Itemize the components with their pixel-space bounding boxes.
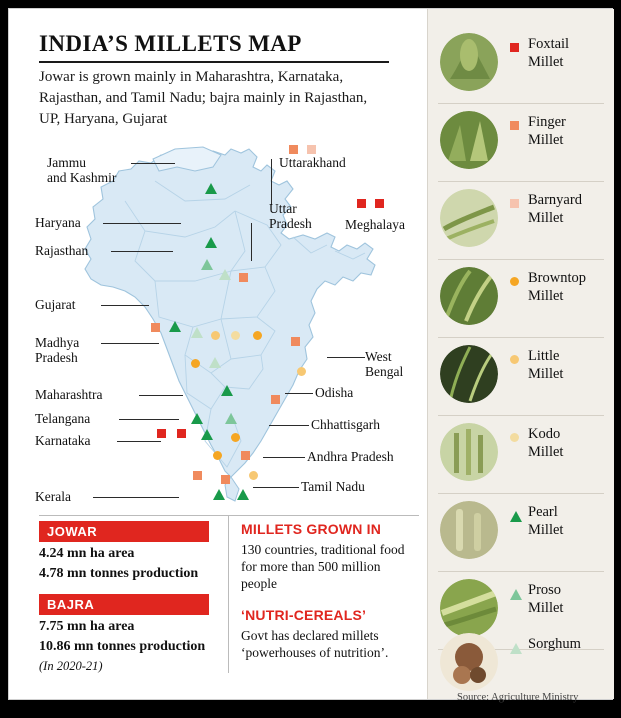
map-marker-pearl <box>191 413 203 424</box>
leader-tamilnadu <box>253 487 299 488</box>
leader-andhra <box>263 457 305 458</box>
map-label-meghalaya: Meghalaya <box>345 217 405 232</box>
bajra-heading: BAJRA <box>39 594 209 615</box>
leader-rajasthan <box>111 251 173 252</box>
map-marker-foxtail <box>177 429 186 438</box>
map-label-telangana: Telangana <box>35 411 91 426</box>
kodo-millet-photo <box>440 423 498 481</box>
map-marker-finger <box>271 395 280 404</box>
map-label-jammu-and-kashmir: Jammu and Kashmir <box>47 155 117 185</box>
map-marker-kodo <box>231 331 240 340</box>
leader-chhattisgarh <box>269 425 309 426</box>
browntop-millet-swatch <box>510 277 519 286</box>
finger-millet-swatch <box>510 121 519 130</box>
map-label-gujarat: Gujarat <box>35 297 76 312</box>
map-marker-browntop <box>253 331 262 340</box>
map-label-andhra-pradesh: Andhra Pradesh <box>307 449 394 464</box>
bajra-production-value: 10.86 mn tonnes production <box>39 639 206 654</box>
map-marker-finger <box>239 273 248 282</box>
map-marker-finger <box>221 475 230 484</box>
leader-gujarat <box>101 305 149 306</box>
jowar-area <box>39 546 134 562</box>
map-marker-pearl <box>201 429 213 440</box>
map-marker-sorghum <box>219 269 231 280</box>
legend-item-kodo-millet[interactable] <box>428 417 614 489</box>
map-marker-browntop <box>213 451 222 460</box>
legend-item-finger-millet[interactable] <box>428 105 614 177</box>
nutri-cereals-heading: ‘NUTRI-CEREALS’ <box>241 607 367 623</box>
bajra-area-value: 7.75 mn ha area <box>39 619 135 634</box>
sorghum-swatch <box>510 643 522 654</box>
pearl-millet-swatch <box>510 511 522 522</box>
little-millet-photo <box>440 345 498 403</box>
map-label-chhattisgarh: Chhattisgarh <box>311 417 380 432</box>
map-label-uttarakhand: Uttarakhand <box>279 155 346 170</box>
pearl-millet-label: Pearl Millet <box>528 504 564 538</box>
barnyard-millet-label: Barnyard Millet <box>528 192 582 226</box>
nutri-cereals-text: Govt has declared millets ‘powerhouses of nutrition’. <box>241 628 389 660</box>
map-marker-sorghum <box>191 327 203 338</box>
little-millet-swatch <box>510 355 519 364</box>
legend-item-pearl-millet[interactable] <box>428 495 614 567</box>
legend-item-barnyard-millet[interactable] <box>428 183 614 255</box>
foxtail-millet-swatch <box>510 43 519 52</box>
map-marker-foxtail <box>357 199 366 208</box>
map-marker-pearl <box>169 321 181 332</box>
map-marker-sorghum <box>209 357 221 368</box>
leader-haryana <box>103 223 181 224</box>
map-marker-foxtail <box>157 429 166 438</box>
legend-separator <box>438 259 604 260</box>
finger-millet-photo <box>440 111 498 169</box>
map-marker-proso <box>201 259 213 270</box>
leader-mp <box>101 343 159 344</box>
map-marker-finger <box>151 323 160 332</box>
map-marker-finger <box>241 451 250 460</box>
leader-maharashtra <box>139 395 183 396</box>
map-marker-foxtail <box>375 199 384 208</box>
bottom-divider <box>39 515 419 516</box>
kodo-millet-label: Kodo Millet <box>528 426 564 460</box>
india-map <box>35 141 425 513</box>
map-label-maharashtra: Maharashtra <box>35 387 103 402</box>
jowar-area-value: 4.24 mn ha area <box>39 546 135 561</box>
map-marker-barnyard <box>307 145 316 154</box>
barnyard-millet-photo <box>440 189 498 247</box>
map-label-uttar-pradesh: Uttar Pradesh <box>269 201 312 231</box>
map-label-odisha: Odisha <box>315 385 354 400</box>
map-label-rajasthan: Rajasthan <box>35 243 89 258</box>
map-marker-browntop <box>191 359 200 368</box>
map-marker-pearl <box>221 385 233 396</box>
bottom-vertical-divider <box>228 515 229 673</box>
map-marker-little <box>297 367 306 376</box>
leader-kerala <box>93 497 179 498</box>
map-label-karnataka: Karnataka <box>35 433 91 448</box>
foxtail-millet-label: Foxtail Millet <box>528 36 570 70</box>
map-marker-little <box>211 331 220 340</box>
map-marker-pearl <box>205 183 217 194</box>
leader-jammu <box>131 163 175 164</box>
map-marker-finger <box>193 471 202 480</box>
legend-item-little-millet[interactable] <box>428 339 614 411</box>
legend-item-browntop-millet[interactable] <box>428 261 614 333</box>
legend-item-foxtail-millet[interactable] <box>428 27 614 99</box>
browntop-millet-photo <box>440 267 498 325</box>
infographic-card <box>8 8 613 703</box>
map-panel <box>9 9 427 699</box>
legend-item-sorghum[interactable] <box>428 627 614 699</box>
leader-telangana <box>119 419 179 420</box>
map-marker-pearl <box>213 489 225 500</box>
jowar-heading: JOWAR <box>39 521 209 542</box>
legend-separator <box>438 103 604 104</box>
map-label-haryana: Haryana <box>35 215 81 230</box>
sorghum-photo <box>440 633 498 691</box>
legend-separator <box>438 571 604 572</box>
legend-separator <box>438 493 604 494</box>
map-label-west-bengal: West Bengal <box>365 349 404 379</box>
pearl-millet-photo <box>440 501 498 559</box>
legend-panel <box>427 9 614 699</box>
leader-karnataka <box>117 441 161 442</box>
legend-separator <box>438 337 604 338</box>
map-marker-pearl <box>205 237 217 248</box>
map-marker-proso <box>225 413 237 424</box>
source-note: Source: Agriculture Ministry <box>457 692 579 703</box>
little-millet-label: Little Millet <box>528 348 564 382</box>
map-label-madhya-pradesh: Madhya Pradesh <box>35 335 80 365</box>
map-marker-finger <box>291 337 300 346</box>
leader-up <box>251 223 252 261</box>
millets-grown-text: 130 countries, traditional food for more than 500 million people <box>241 542 405 591</box>
legend-separator <box>438 181 604 182</box>
map-label-tamil-nadu: Tamil Nadu <box>301 479 365 494</box>
proso-millet-label: Proso Millet <box>528 582 564 616</box>
jowar-production-value: 4.78 mn tonnes production <box>39 566 199 581</box>
map-marker-pearl <box>237 489 249 500</box>
sorghum-label: Sorghum <box>528 636 581 652</box>
map-marker-little <box>249 471 258 480</box>
map-marker-finger <box>289 145 298 154</box>
proso-millet-swatch <box>510 589 522 600</box>
millets-grown-heading: MILLETS GROWN IN <box>241 521 382 537</box>
jowar-production <box>39 566 198 582</box>
leader-odisha <box>285 393 313 394</box>
title-divider <box>39 61 389 63</box>
map-label-kerala: Kerala <box>35 489 71 504</box>
bajra-area <box>39 619 134 635</box>
leader-westbengal <box>327 357 365 358</box>
subtitle-text: Jowar is grown mainly in Maharashtra, Karnataka, Rajasthan, and Tamil Nadu; bajra mainly in Rajasthan, UP, Haryana, Gujarat <box>39 69 368 127</box>
finger-millet-label: Finger Millet <box>528 114 566 148</box>
barnyard-millet-swatch <box>510 199 519 208</box>
foxtail-millet-photo <box>440 33 498 91</box>
page-title: INDIA’S MILLETS MAP <box>39 31 302 56</box>
leader-uttarakhand <box>271 159 272 205</box>
browntop-millet-label: Browntop Millet <box>528 270 586 304</box>
legend-separator <box>438 415 604 416</box>
kodo-millet-swatch <box>510 433 519 442</box>
map-marker-browntop <box>231 433 240 442</box>
bajra-note: (In 2020-21) <box>39 659 103 673</box>
bajra-production <box>39 639 205 655</box>
